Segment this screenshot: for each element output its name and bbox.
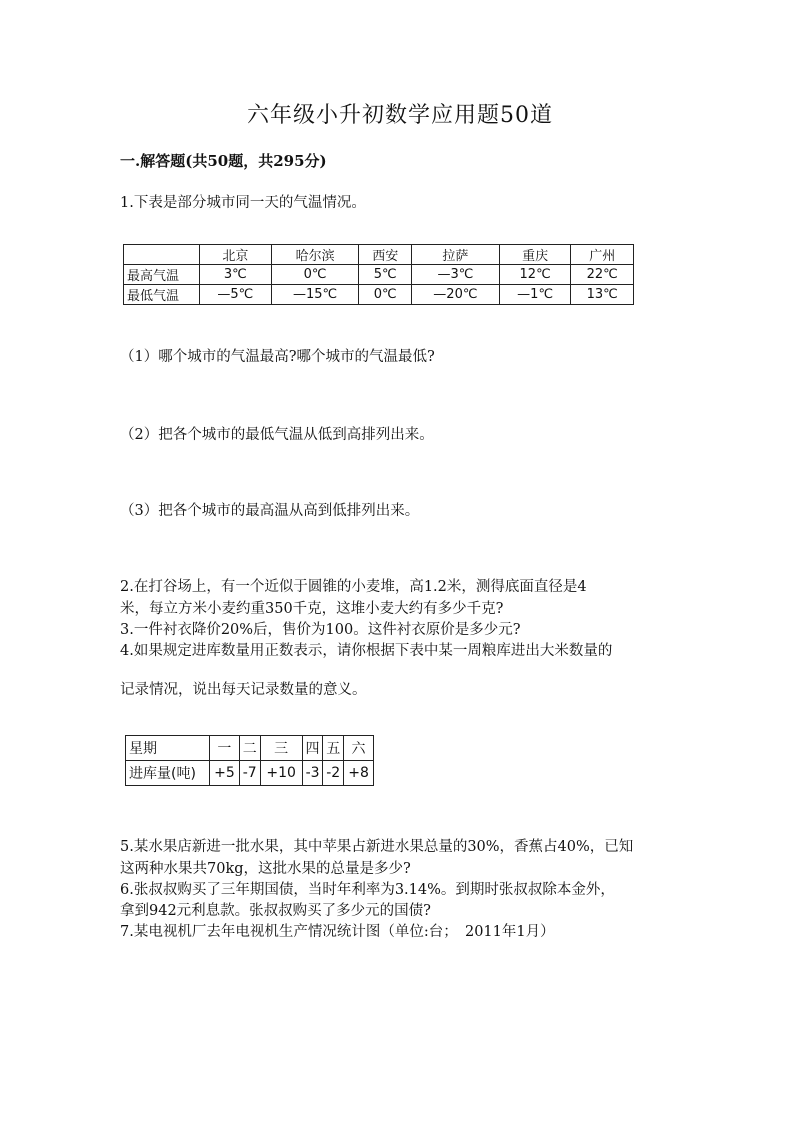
row-label: 最高气温 (124, 265, 200, 285)
city-cell: 拉萨 (411, 245, 499, 265)
temp-cell: —1℃ (499, 285, 571, 305)
q2-line-1: 2.在打谷场上，有一个近似于圆锥的小麦堆，高1.2米，测得底面直径是4 (120, 579, 587, 595)
city-cell: 西安 (359, 245, 412, 265)
q1-sub-question-2: （2）把各个城市的最低气温从低到高排列出来。 (120, 427, 434, 443)
temp-cell: —20℃ (411, 285, 499, 305)
q3-text: 3.一件衬衣降价20%后，售价为100。这件衬衣原价是多少元? (120, 622, 521, 638)
weekday-cell: 五 (323, 736, 344, 761)
amount-cell: +8 (344, 761, 374, 786)
q6-line-1: 6.张叔叔购买了三年期国债，当时年利率为3.14%。到期时张叔叔除本金外， (120, 882, 615, 898)
temp-cell: —15℃ (271, 285, 359, 305)
q4-line-1: 4.如果规定进库数量用正数表示，请你根据下表中某一周粮库进出大米数量的 (120, 643, 613, 659)
temp-cell: 0℃ (271, 265, 359, 285)
city-cell: 广州 (571, 245, 634, 265)
section-heading: 一.解答题(共50题，共295分) (120, 152, 327, 170)
temp-cell: 5℃ (359, 265, 412, 285)
temp-cell: —5℃ (200, 285, 272, 305)
weekday-row (126, 736, 374, 761)
min-temp-row (124, 285, 634, 305)
temp-cell: 3℃ (200, 265, 272, 285)
q4-line-2: 记录情况，说出每天记录数量的意义。 (120, 682, 367, 698)
table-corner-cell (124, 245, 200, 265)
q1-sub-question-1: （1）哪个城市的气温最高?哪个城市的气温最低? (120, 349, 435, 365)
amount-cell: -3 (302, 761, 323, 786)
q1-intro: 1.下表是部分城市同一天的气温情况。 (120, 195, 366, 211)
row-label: 最低气温 (124, 285, 200, 305)
page-title: 六年级小升初数学应用题50道 (247, 103, 553, 128)
city-cell: 北京 (200, 245, 272, 265)
amount-cell: +10 (260, 761, 302, 786)
stock-amount-row (126, 761, 374, 786)
q7-text: 7.某电视机厂去年电视机生产情况统计图（单位:台； 2011年1月） (120, 924, 555, 940)
max-temp-row (124, 265, 634, 285)
amount-cell: -7 (239, 761, 260, 786)
row-label: 星期 (126, 736, 210, 761)
temp-cell: 12℃ (499, 265, 571, 285)
temp-cell: 22℃ (571, 265, 634, 285)
temp-cell: 0℃ (359, 285, 412, 305)
row-label: 进库量(吨) (126, 761, 210, 786)
weekday-cell: 六 (344, 736, 374, 761)
amount-cell: +5 (210, 761, 240, 786)
amount-cell: -2 (323, 761, 344, 786)
weekday-cell: 二 (239, 736, 260, 761)
temp-cell: —3℃ (411, 265, 499, 285)
city-cell: 重庆 (499, 245, 571, 265)
temperature-header-row (124, 245, 634, 265)
city-cell: 哈尔滨 (271, 245, 359, 265)
temp-cell: 13℃ (571, 285, 634, 305)
q5-line-2: 这两种水果共70kg，这批水果的总量是多少? (120, 861, 411, 877)
weekday-cell: 四 (302, 736, 323, 761)
temperature-table (123, 244, 634, 305)
q5-line-1: 5.某水果店新进一批水果，其中苹果占新进水果总量的30%，香蕉占40%，已知 (120, 839, 634, 855)
weekday-cell: 三 (260, 736, 302, 761)
q6-line-2: 拿到942元利息款。张叔叔购买了多少元的国债? (120, 903, 431, 919)
q1-sub-question-3: （3）把各个城市的最高温从高到低排列出来。 (120, 503, 420, 519)
weekday-cell: 一 (210, 736, 240, 761)
warehouse-table (125, 735, 374, 786)
q2-line-2: 米，每立方米小麦约重350千克，这堆小麦大约有多少千克? (120, 601, 504, 617)
